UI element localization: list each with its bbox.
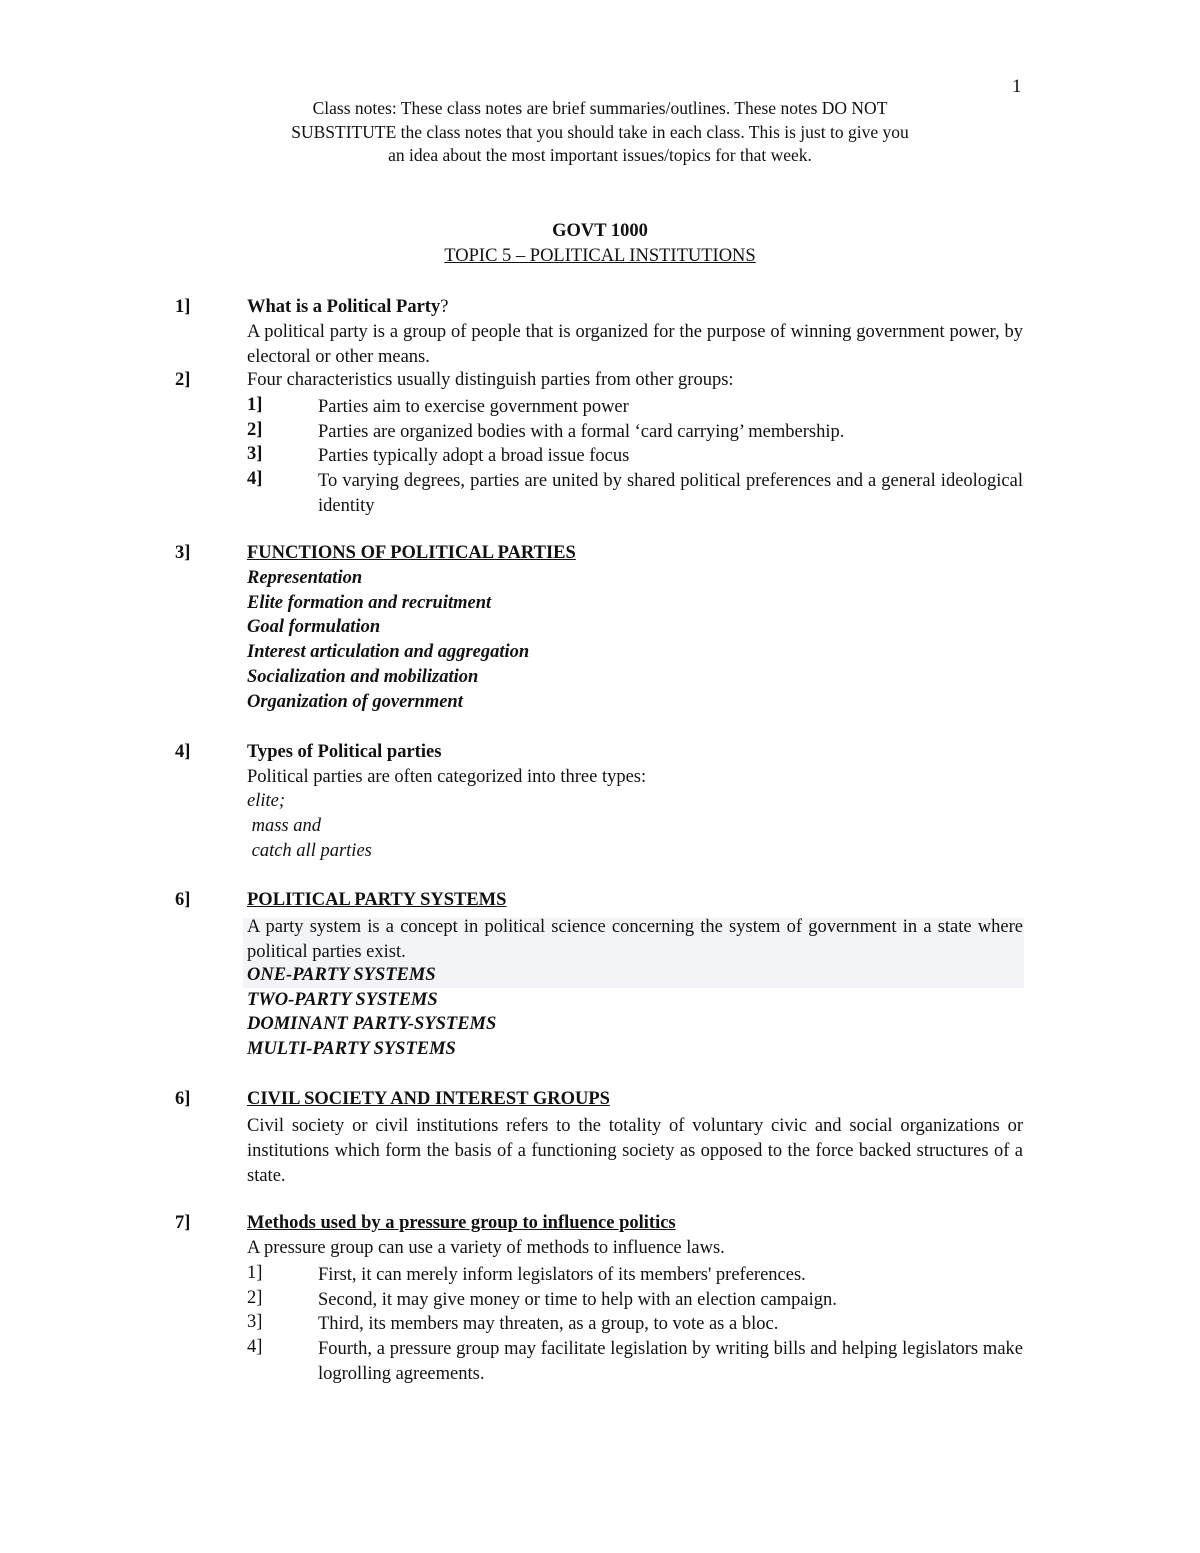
type-item: mass and xyxy=(247,816,322,836)
section-number: 7] xyxy=(175,1213,191,1233)
list-item-number: 3] xyxy=(247,444,263,464)
function-item: Goal formulation xyxy=(247,617,381,637)
type-item: catch all parties xyxy=(247,841,372,861)
list-item: Fourth, a pressure group may facilitate legislation by writing bills and helping legislators make logrolling agreements. xyxy=(318,1339,1023,1384)
section-number: 4] xyxy=(175,742,191,762)
section-number: 6] xyxy=(175,890,191,910)
function-item: Representation xyxy=(247,568,363,588)
list-item-number: 1] xyxy=(247,395,263,415)
function-item: Elite formation and recruitment xyxy=(247,593,492,613)
section-heading xyxy=(247,297,448,318)
section-heading: CIVIL SOCIETY AND INTEREST GROUPS xyxy=(247,1089,610,1109)
system-item: TWO-PARTY SYSTEMS xyxy=(247,990,438,1010)
section-heading: Types of Political parties xyxy=(247,742,442,762)
function-item: Interest articulation and aggregation xyxy=(247,642,530,662)
heading-question-mark: ? xyxy=(440,297,449,317)
list-item-number: 4] xyxy=(247,1337,263,1357)
intro-line: Class notes: These class notes are brief summaries/outlines. These notes DO NOT xyxy=(312,98,888,118)
section-body: A party system is a concept in political science concerning the system of government in a state where political parties exist. xyxy=(247,917,1023,962)
intro-line: SUBSTITUTE the class notes that you should take in each class. This is just to give you xyxy=(291,121,909,142)
section-body: A political party is a group of people that is organized for the purpose of winning government power, by electoral or other means. xyxy=(247,322,1023,367)
list-item-number: 3] xyxy=(247,1312,263,1332)
section-number: 3] xyxy=(175,543,191,563)
list-item: Parties are organized bodies with a formal ‘card carrying’ membership. xyxy=(318,422,845,442)
list-item-number: 2] xyxy=(247,420,263,440)
section-intro: A pressure group can use a variety of methods to influence laws. xyxy=(247,1238,725,1258)
list-item: Third, its members may threaten, as a group, to vote as a bloc. xyxy=(318,1314,779,1334)
section-body: Civil society or civil institutions refers to the totality of voluntary civic and social organizations or institutions which form the basis of a functioning society as opposed to the force backed structures of a state. xyxy=(247,1116,1023,1186)
page-number: 1 xyxy=(1012,76,1022,97)
section-heading: Methods used by a pressure group to influence politics xyxy=(247,1213,676,1233)
system-item: DOMINANT PARTY-SYSTEMS xyxy=(247,1014,497,1034)
list-item-number: 2] xyxy=(247,1288,263,1308)
system-item: ONE-PARTY SYSTEMS xyxy=(247,965,436,985)
list-item: Parties aim to exercise government power xyxy=(318,397,629,417)
function-item: Socialization and mobilization xyxy=(247,667,479,687)
list-item-number: 4] xyxy=(247,469,263,489)
list-item-number: 1] xyxy=(247,1263,263,1283)
list-item: First, it can merely inform legislators of its members' preferences. xyxy=(318,1265,806,1285)
function-item: Organization of government xyxy=(247,692,463,712)
topic-title: TOPIC 5 – POLITICAL INSTITUTIONS xyxy=(444,246,756,266)
section-heading: POLITICAL PARTY SYSTEMS xyxy=(247,890,507,910)
section-intro: Four characteristics usually distinguish parties from other groups: xyxy=(247,370,734,390)
list-item: To varying degrees, parties are united by shared political preferences and a general ideological identity xyxy=(318,471,1023,516)
section-heading: FUNCTIONS OF POLITICAL PARTIES xyxy=(247,543,576,563)
system-item: MULTI-PARTY SYSTEMS xyxy=(247,1039,456,1059)
intro-line: an idea about the most important issues/topics for that week. xyxy=(388,145,812,165)
section-intro: Political parties are often categorized into three types: xyxy=(247,767,647,787)
section-number: 2] xyxy=(175,370,191,390)
heading-text: What is a Political Party xyxy=(247,297,441,317)
section-number: 6] xyxy=(175,1089,191,1109)
section-number: 1] xyxy=(175,297,191,317)
list-item: Second, it may give money or time to help with an election campaign. xyxy=(318,1290,837,1310)
list-item: Parties typically adopt a broad issue focus xyxy=(318,446,630,466)
intro-note xyxy=(230,97,970,168)
type-item: elite; xyxy=(247,791,286,811)
course-title: GOVT 1000 xyxy=(552,221,648,241)
